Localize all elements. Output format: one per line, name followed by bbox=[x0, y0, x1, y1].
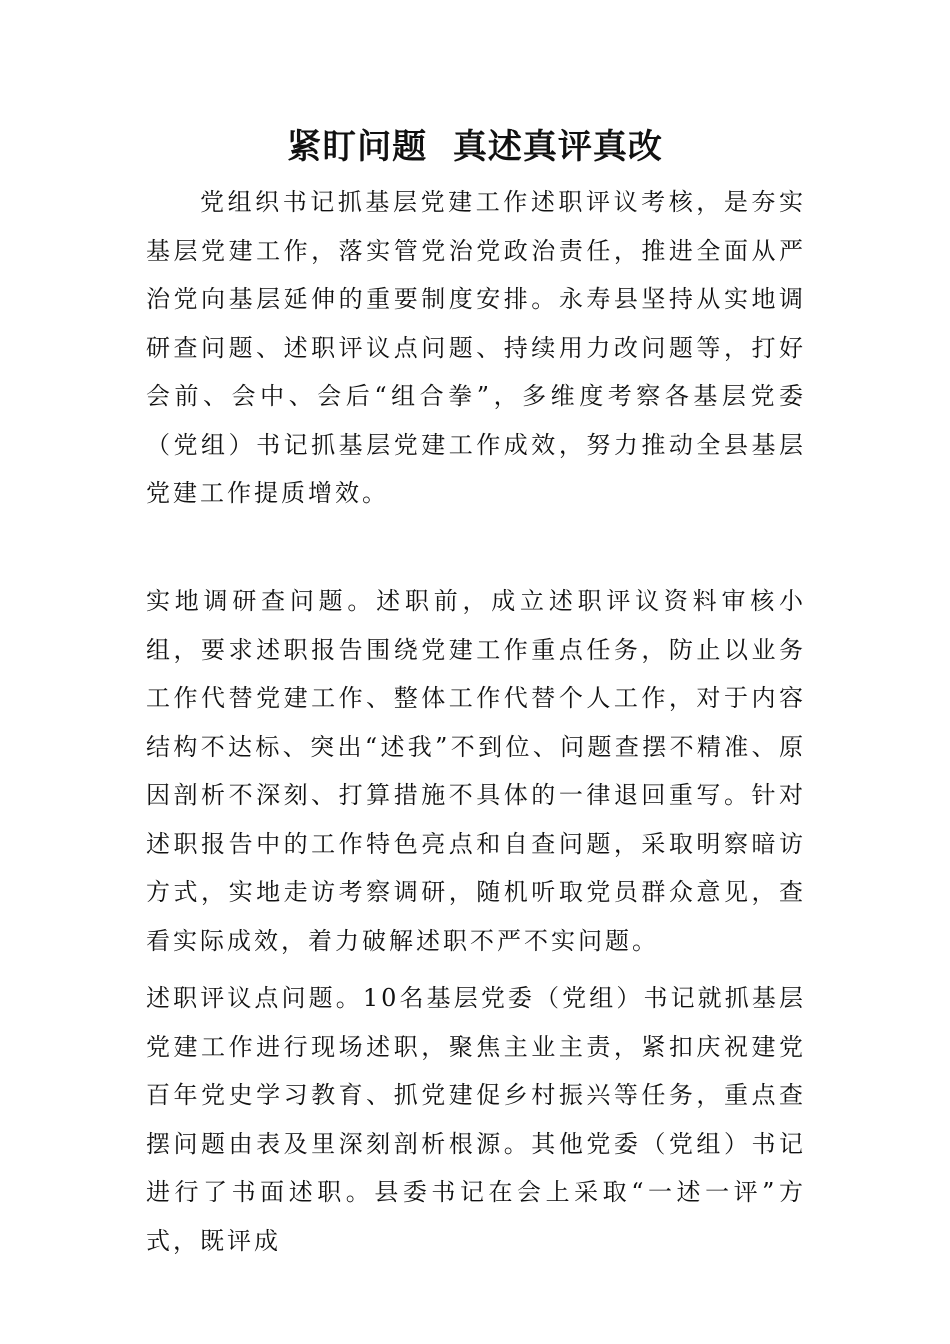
paragraph-intro: 党组织书记抓基层党建工作述职评议考核，是夯实基层党建工作，落实管党治党政治责任，推进全面从严治党向基层延伸的重要制度安排。永寿县坚持从实地调研查问题、述职评议点问题、持续用力改问题等，打好会前、会中、会后“组合拳”，多维度考察各基层党委（党组）书记抓基层党建工作成效，努力推动全县基层党建工作提质增效。 bbox=[146, 188, 806, 507]
document-title: 紧盯问题 真述真评真改 bbox=[287, 127, 663, 167]
paragraph-field-research: 实地调研查问题。述职前，成立述职评议资料审核小组，要求述职报告围绕党建工作重点任务，防止以业务工作代替党建工作、整体工作代替个人工作，对于内容结构不达标、突出“述我”不到位、问题查摆不精准、原因剖析不深刻、打算措施不具体的一律退回重写。针对述职报告中的工作特色亮点和自查问题，采取明察暗访方式，实地走访考察调研，随机听取党员群众意见，查看实际成效，着力破解述职不严不实问题。 bbox=[146, 587, 806, 955]
paragraph-review-meeting: 述职评议点问题。10名基层党委（党组）书记就抓基层党建工作进行现场述职，聚焦主业主责，紧扣庆祝建党百年党史学习教育、抓党建促乡村振兴等任务，重点查摆问题由表及里深刻剖析根源。其他党委（党组）书记进行了书面述职。县委书记在会上采取“一述一评”方式，既评成 bbox=[146, 984, 806, 1255]
